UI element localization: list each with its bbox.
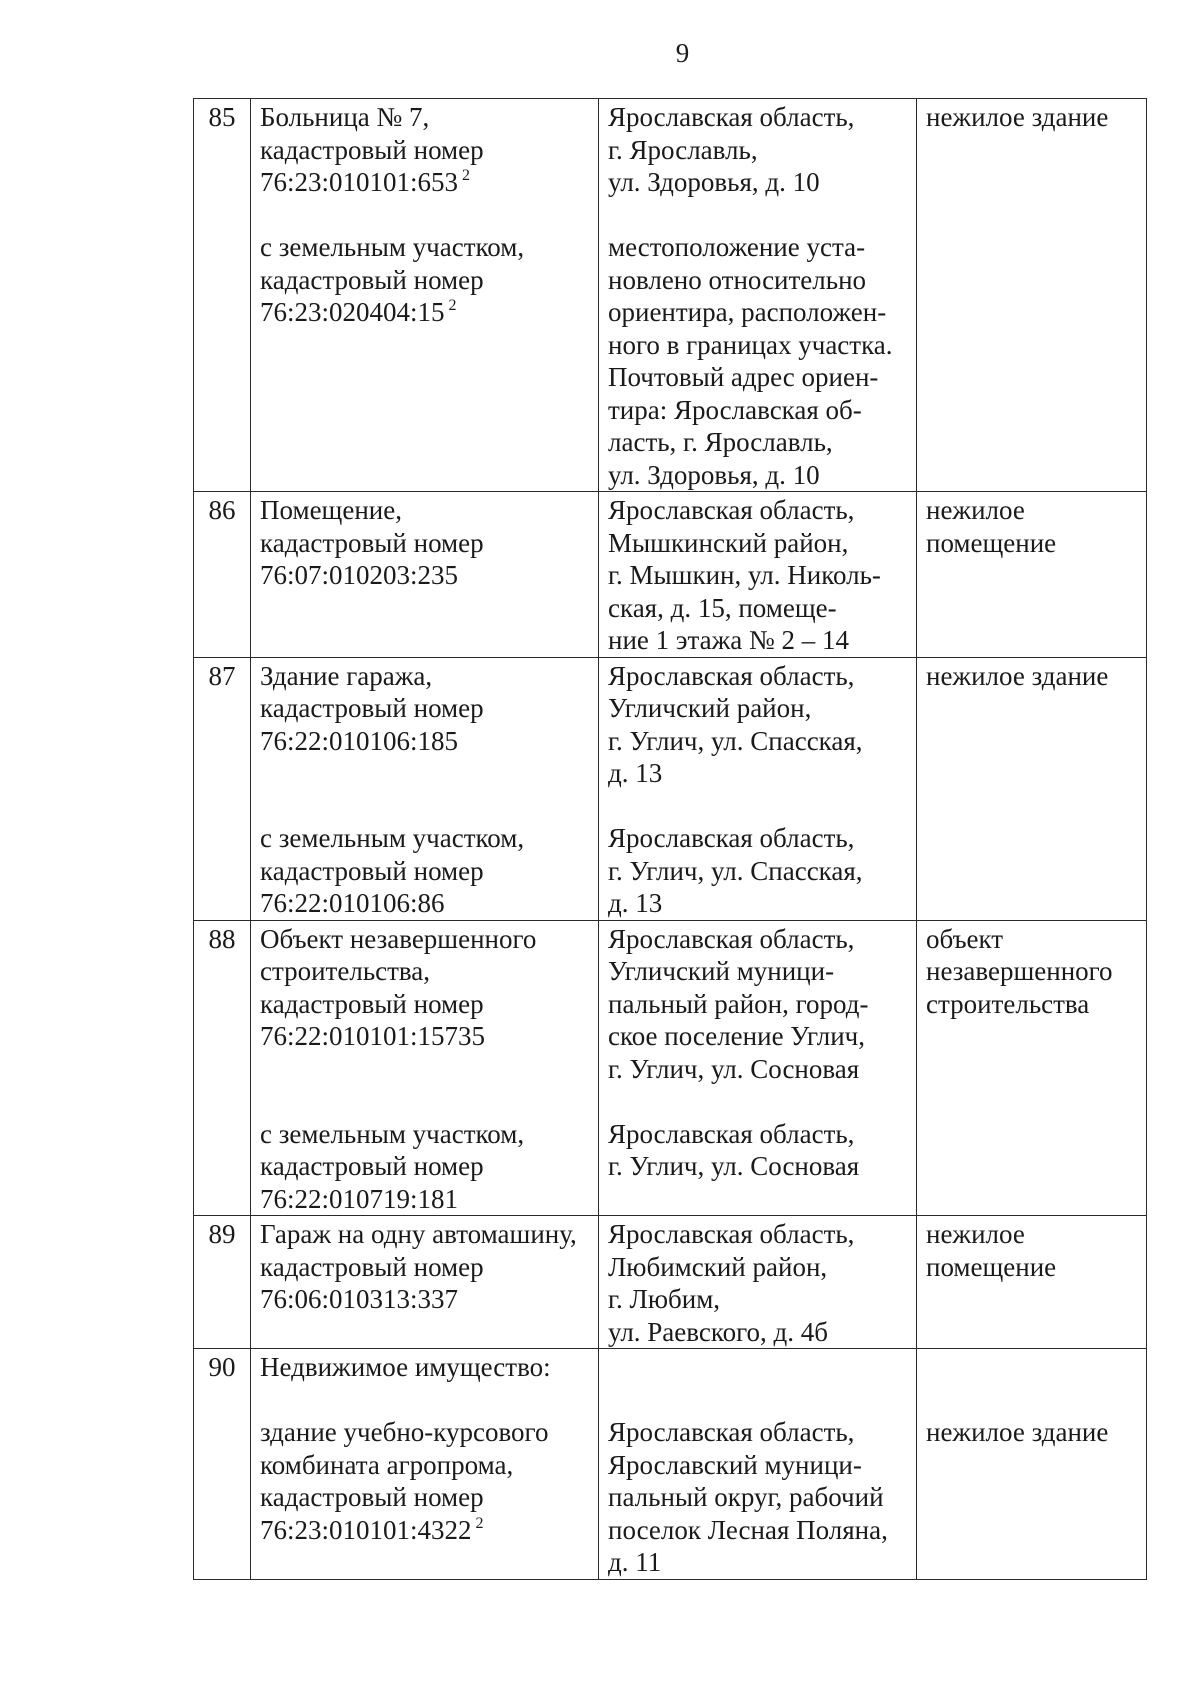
cadastral-label: кадастровый номер (260, 1151, 484, 1181)
row-number: 87 (194, 657, 251, 920)
address-line: д. 11 (608, 1547, 662, 1577)
address-line: Ярославская область, (608, 823, 855, 853)
cadastral-number: 76:06:010313:337 (260, 1284, 459, 1314)
type-line: нежилое здание (926, 1417, 1109, 1447)
footnote-ref: 2 (448, 297, 457, 314)
object-address (599, 1216, 917, 1349)
cadastral-number: 76:22:010106:185 (260, 725, 459, 756)
type-line: нежилое здание (926, 660, 1109, 691)
address-line: ское поселение Углич, (608, 1021, 866, 1051)
land-plot-label: с земельным участком, (260, 823, 525, 853)
address-line: Угличский муници- (608, 956, 835, 986)
type-line: нежилое здание (926, 102, 1109, 132)
type-line: помещение (926, 1251, 1057, 1282)
cadastral-label: кадастровый номер (260, 1251, 484, 1282)
cadastral-number-line (260, 1514, 589, 1547)
address-line: тира: Ярославская об- (608, 394, 862, 425)
footnote-ref: 2 (475, 1514, 484, 1532)
address-line: Почтовый адрес ориен- (608, 362, 879, 392)
object-name: Объект незавершенного (260, 923, 537, 954)
object-name: строительства, (260, 956, 431, 986)
cadastral-label: кадастровый номер (260, 988, 484, 1019)
type-line: нежилое (926, 1219, 1025, 1249)
address-line: Ярославская область, (608, 660, 855, 691)
object-name: Гараж на одну автомашину, (260, 1219, 577, 1249)
address-line: Ярославская область, (608, 1118, 855, 1149)
row-number: 85 (194, 99, 251, 492)
address-line: ская, д. 15, помеще- (608, 592, 837, 623)
address-line: пальный округ, рабочий (608, 1482, 884, 1512)
object-description (251, 99, 599, 492)
cadastral-number: 76:22:010106:86 (260, 888, 445, 918)
row-number: 89 (194, 1216, 251, 1349)
address-line: поселок Лесная Поляна, (608, 1514, 888, 1545)
cadastral-label: кадастровый номер (260, 264, 484, 295)
object-name: здание учебно-курсового (260, 1417, 549, 1447)
page-number: 9 (675, 38, 690, 68)
object-type (917, 1216, 1147, 1349)
object-address (599, 99, 917, 492)
cadastral-label: кадастровый номер (260, 527, 484, 558)
cadastral-number: 76:23:010101:4322 (260, 1514, 472, 1545)
row-number: 86 (194, 492, 251, 658)
address-line: д. 13 (608, 888, 663, 918)
address-line: ного в границах участка. (608, 329, 893, 360)
property-registry-table (193, 98, 1147, 1580)
object-address (599, 920, 917, 1216)
cadastral-label: кадастровый номер (260, 693, 484, 723)
land-plot-label: с земельным участком, (260, 1118, 525, 1149)
address-line: Ярославская область, (608, 1219, 855, 1249)
object-type (917, 99, 1147, 492)
type-line: незавершенного (926, 956, 1113, 986)
object-description (251, 1349, 599, 1580)
address-line: ние 1 этажа № 2 – 14 (608, 625, 849, 655)
table-row (194, 920, 1147, 1216)
object-type (917, 492, 1147, 658)
address-line: ориентира, расположен- (608, 297, 887, 327)
land-plot-label: с земельным участком, (260, 232, 525, 262)
cadastral-number-line (260, 296, 589, 329)
object-name: Здание гаража, (260, 660, 433, 691)
type-line: строительства (926, 988, 1090, 1019)
address-line: Мышкинский район, (608, 527, 849, 558)
cadastral-label: кадастровый номер (260, 134, 484, 165)
address-line: ул. Раевского, д. 4б (608, 1316, 828, 1347)
address-line: Ярославская область, (608, 1417, 855, 1447)
object-description (251, 657, 599, 920)
address-line: Ярославский муници- (608, 1449, 862, 1480)
address-line: Любимский район, (608, 1251, 828, 1282)
address-line: Угличский район, (608, 693, 812, 723)
object-group-label: Недвижимое имущество: (260, 1352, 551, 1382)
object-address (599, 492, 917, 658)
type-line: помещение (926, 527, 1057, 558)
cadastral-number: 76:07:010203:235 (260, 560, 459, 590)
address-line: г. Углич, ул. Спасская, (608, 725, 863, 756)
address-line: ул. Здоровья, д. 10 (608, 167, 820, 197)
address-line: г. Любим, (608, 1284, 721, 1314)
address-line: ласть, г. Ярославль, (608, 427, 833, 457)
address-line: г. Мышкин, ул. Николь- (608, 560, 881, 590)
cadastral-number: 76:22:010101:15735 (260, 1021, 486, 1051)
address-line: г. Углич, ул. Сосновая (608, 1053, 860, 1084)
address-line: ул. Здоровья, д. 10 (608, 459, 820, 490)
object-type (917, 1349, 1147, 1580)
address-line: г. Углич, ул. Спасская, (608, 855, 863, 886)
address-line: Ярославская область, (608, 495, 855, 525)
table-row (194, 657, 1147, 920)
address-line: Ярославская область, (608, 923, 855, 954)
row-number: 88 (194, 920, 251, 1216)
object-name: Помещение, (260, 495, 402, 525)
address-line: местоположение уста- (608, 232, 866, 262)
address-line: пальный район, город- (608, 988, 869, 1019)
object-description (251, 1216, 599, 1349)
object-type (917, 920, 1147, 1216)
type-line: объект (926, 923, 1004, 954)
object-description (251, 920, 599, 1216)
table-row (194, 1216, 1147, 1349)
address-line: Ярославская область, (608, 102, 855, 132)
footnote-ref: 2 (462, 167, 471, 184)
address-line: г. Ярославль, (608, 134, 758, 165)
address-line: д. 13 (608, 758, 663, 788)
cadastral-label: кадастровый номер (260, 1482, 484, 1512)
cadastral-number: 76:23:020404:15 (260, 297, 445, 327)
cadastral-number: 76:22:010719:181 (260, 1183, 459, 1214)
cadastral-label: кадастровый номер (260, 855, 484, 886)
table-row (194, 99, 1147, 492)
address-line: новлено относительно (608, 264, 867, 295)
object-name: Больница № 7, (260, 102, 430, 132)
table-row (194, 1349, 1147, 1580)
cadastral-number: 76:23:010101:653 (260, 167, 459, 197)
object-description (251, 492, 599, 658)
cadastral-number-line (260, 166, 589, 199)
object-address (599, 1349, 917, 1580)
table-row (194, 492, 1147, 658)
object-name: комбината агропрома, (260, 1449, 514, 1480)
object-address (599, 657, 917, 920)
address-line: г. Углич, ул. Сосновая (608, 1151, 860, 1181)
object-type (917, 657, 1147, 920)
row-number: 90 (194, 1349, 251, 1580)
type-line: нежилое (926, 495, 1025, 525)
